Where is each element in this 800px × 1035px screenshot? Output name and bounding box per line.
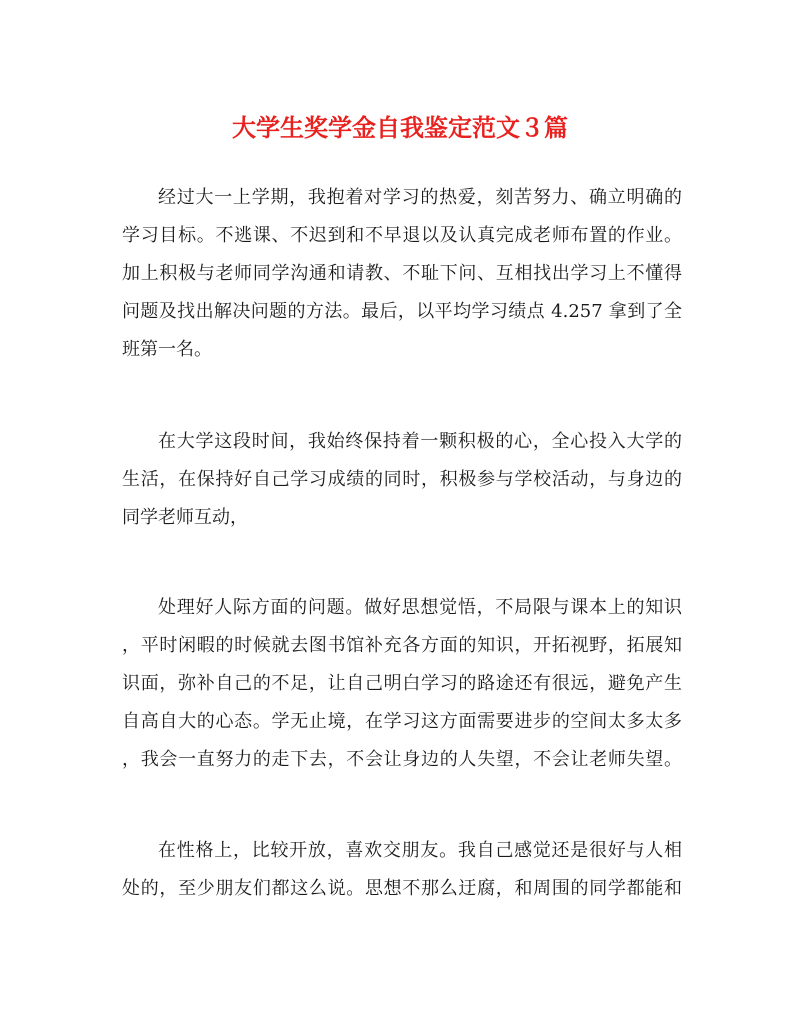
paragraph-2-line-3: 同学老师互动， bbox=[122, 507, 248, 528]
paragraph-1-line-2: 学习目标。不逃课、不迟到和不早退以及认真完成老师布置的作业。 bbox=[122, 225, 682, 246]
paragraph-2-line-2: 生活，在保持好自己学习成绩的同时，积极参与学校活动，与身边的 bbox=[122, 469, 682, 490]
paragraph-3-line-4: 自高自大的心态。学无止境，在学习这方面需要进步的空间太多太多 bbox=[122, 711, 682, 732]
paragraph-3-line-3: 识面，弥补自己的不足，让自己明白学习的路途还有很远，避免产生 bbox=[122, 673, 682, 694]
paragraph-1-line-4: 问题及找出解决问题的方法。最后，以平均学习绩点 4.257 拿到了全 bbox=[122, 301, 682, 322]
paragraph-4-line-1: 在性格上，比较开放，喜欢交朋友。我自己感觉还是很好与人相 bbox=[158, 840, 682, 861]
paragraph-1-line-3: 加上积极与老师同学沟通和请教、不耻下问、互相找出学习上不懂得 bbox=[122, 263, 682, 284]
document-title: 大学生奖学金自我鉴定范文３篇 bbox=[232, 113, 568, 142]
paragraph-4-line-2: 处的，至少朋友们都这么说。思想不那么迂腐，和周围的同学都能和 bbox=[122, 878, 682, 899]
paragraph-1-line-5: 班第一名。 bbox=[122, 339, 212, 360]
paragraph-2-line-1: 在大学这段时间，我始终保持着一颗积极的心，全心投入大学的 bbox=[158, 431, 682, 452]
paragraph-1-line-1: 经过大一上学期，我抱着对学习的热爱，刻苦努力、确立明确的 bbox=[158, 187, 682, 208]
paragraph-3-line-2: ，平时闲暇的时候就去图书馆补充各方面的知识，开拓视野，拓展知 bbox=[122, 635, 682, 656]
paragraph-3-line-1: 处理好人际方面的问题。做好思想觉悟，不局限与课本上的知识 bbox=[158, 597, 682, 618]
paragraph-3-line-5: ，我会一直努力的走下去，不会让身边的人失望，不会让老师失望。 bbox=[122, 749, 682, 770]
